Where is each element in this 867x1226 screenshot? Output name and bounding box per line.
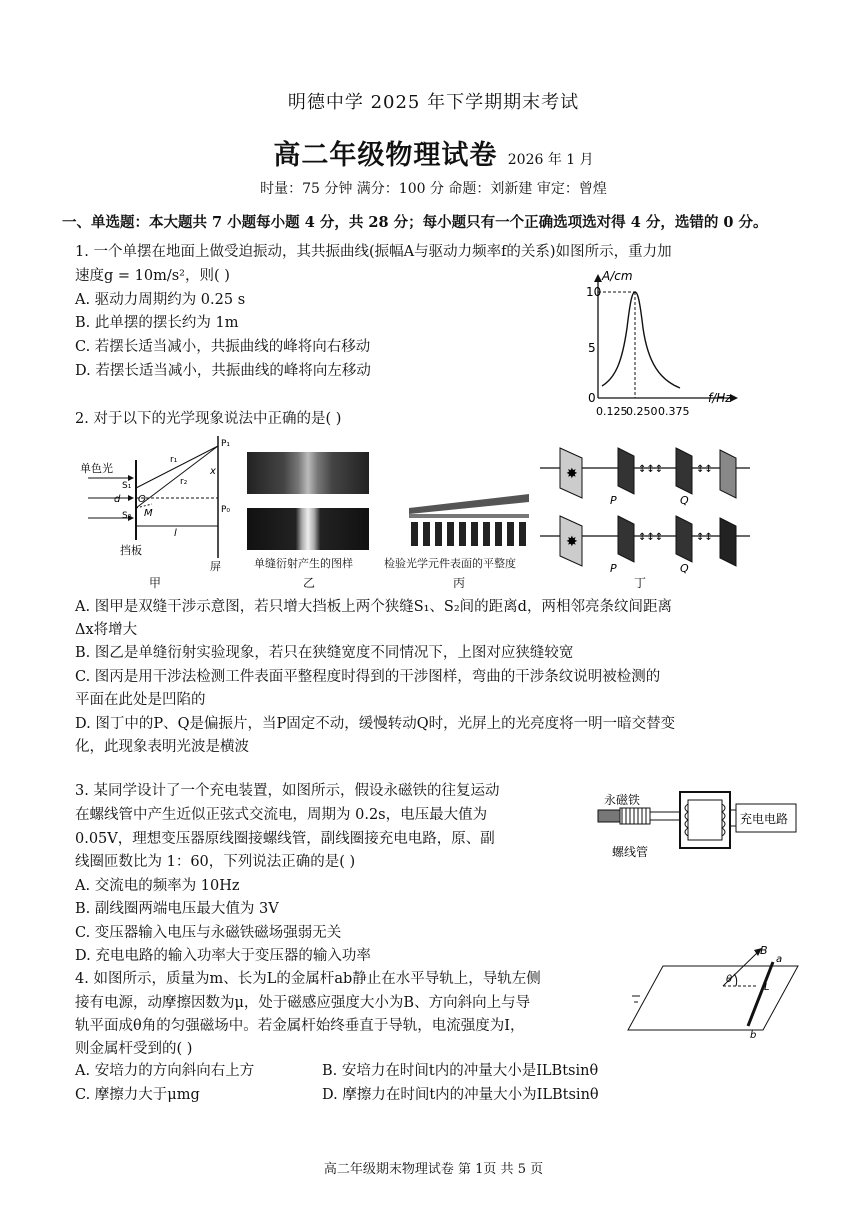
q4-option-a: A. 安培力的方向斜向右上方 (75, 1063, 255, 1079)
label-s2: S₂ (122, 511, 132, 521)
label-polarizer-p-2: P (610, 562, 617, 575)
label-s1: S₁ (122, 481, 132, 491)
polarization-arrows-4: ↕↕ (696, 532, 713, 543)
q1-stem-line1: 1. 一个单摆在地面上做受迫振动，其共振曲线(振幅A与驱动力频率f的关系)如图所示，重力加 (75, 244, 672, 260)
label-solenoid: 螺线管 (612, 845, 649, 859)
q3-option-d: D. 充电电路的输入功率大于变压器的输入功率 (75, 948, 371, 964)
polarization-arrows-2: ↕↕↕ (638, 532, 664, 543)
label-a: a (776, 954, 783, 965)
label-m: M (144, 508, 153, 519)
caption-flatness-test: 检验光学元件表面的平整度 (384, 557, 516, 570)
diffraction-pattern-top (247, 452, 369, 494)
page-footer: 高二年级期末物理试卷 第 1页 共 5 页 (323, 1162, 544, 1177)
label-p1: P₁ (221, 439, 231, 449)
metal-rod-rail-diagram (618, 940, 808, 1040)
label-r2: r₂ (180, 477, 188, 487)
label-theta: θ (726, 974, 733, 985)
figure-label-bing: 丙 (453, 576, 466, 590)
q1-stem-line2: 速度g = 10m/s²，则( ) (75, 268, 230, 284)
label-x: x (210, 466, 216, 477)
q3-stem-line1: 3. 某同学设计了一个充电装置，如图所示，假设永磁铁的往复运动 (75, 783, 500, 799)
q2-option-d-line1: D. 图丁中的P、Q是偏振片，当P固定不动，缓慢转动Q时，光屏上的光亮度将一明一暗交替变 (75, 716, 676, 732)
label-polarizer-q-2: Q (680, 562, 689, 575)
label-charging-circuit: 充电电路 (740, 812, 789, 826)
double-slit-diagram (78, 432, 238, 572)
graph-x-tick-2: 0.250 (626, 405, 658, 418)
caption-single-slit: 单缝衍射产生的图样 (254, 557, 353, 570)
figure-label-ding: 丁 (634, 576, 647, 590)
label-barrier: 挡板 (120, 544, 142, 557)
label-b-field: B (760, 944, 768, 957)
label-monochromatic-light: 单色光 (80, 462, 113, 475)
polarization-arrows-3: ↕↕ (696, 464, 713, 475)
q4-stem-line4: 则金属杆受到的( ) (75, 1041, 193, 1057)
q3-option-c: C. 变压器输入电压与永磁铁磁场强弱无关 (75, 925, 342, 941)
label-b-end: b (750, 1030, 757, 1040)
q4-stem-line1: 4. 如图所示，质量为m、长为L的金属杆ab静止在水平导轨上，导轨左侧 (75, 971, 541, 987)
interference-fringes (411, 522, 526, 546)
label-o: O (138, 494, 146, 505)
graph-x-tick-1: 0.125 (596, 405, 628, 418)
q2-option-c-line1: C. 图丙是用干涉法检测工件表面平整程度时得到的干涉图样，弯曲的干涉条纹说明被检测的 (75, 669, 661, 685)
label-d: d (114, 494, 121, 505)
school-exam-title: 明德中学 2025 年下学期期末考试 (287, 92, 580, 113)
resonance-curve-graph (560, 268, 750, 418)
section-heading: 一、单选题：本大题共 7 小题每小题 4 分，共 28 分；每小题只有一个正确选项选对得 4 分，选错的 0 分。 (62, 214, 768, 231)
q4-option-d: D. 摩擦力在时间t内的冲量大小为ILBtsinθ (322, 1087, 599, 1103)
graph-x-tick-3: 0.375 (658, 405, 690, 418)
paper-title-text: 高二年级物理试卷 (273, 140, 498, 171)
figure-label-jia: 甲 (149, 576, 162, 590)
label-r1: r₁ (170, 455, 178, 465)
flatness-test-diagram (405, 490, 535, 550)
q4-option-c: C. 摩擦力大于μmg (75, 1087, 200, 1103)
q2-option-a-line1: A. 图甲是双缝干涉示意图，若只增大挡板上两个狭缝S₁、S₂间的距离d，两相邻亮条纹间距离 (75, 599, 672, 615)
q3-stem-line4: 线圈匝数比为 1：60，下列说法正确的是( ) (75, 854, 356, 870)
figure-label-yi: 乙 (303, 576, 316, 590)
label-polarizer-p: P (610, 494, 617, 507)
q2-option-c-line2: 平面在此处是凹陷的 (75, 692, 206, 708)
q2-option-d-line2: 化，此现象表明光波是横波 (75, 739, 249, 755)
graph-y-tick-5: 5 (588, 341, 596, 355)
label-l: l (174, 528, 177, 539)
q3-stem-line3: 0.05V，理想变压器原线圈接螺线管，副线圈接充电电路，原、副 (75, 831, 495, 847)
graph-x-axis-label: f/Hz (708, 391, 732, 405)
charging-device-diagram (590, 786, 805, 866)
light-source-icon-2: ✸ (566, 534, 578, 550)
exam-info: 时量：75 分钟 满分：100 分 命题：刘新建 审定：曾煌 (260, 181, 607, 197)
label-permanent-magnet: 永磁铁 (604, 793, 641, 807)
paper-date: 2026 年 1 月 (507, 152, 594, 168)
q1-option-a: A. 驱动力周期约为 0.25 s (75, 292, 246, 308)
polarizer-diagram (540, 436, 760, 576)
q2-option-b: B. 图乙是单缝衍射实验现象，若只在狭缝宽度不同情况下，上图对应狭缝较宽 (75, 645, 574, 661)
q1-option-c: C. 若摆长适当减小，共振曲线的峰将向右移动 (75, 339, 371, 355)
q3-option-b: B. 副线圈两端电压最大值为 3V (75, 901, 279, 917)
diffraction-pattern-bottom (247, 508, 369, 550)
q2-option-a-line2: Δx将增大 (75, 622, 138, 638)
q4-option-b: B. 安培力在时间t内的冲量大小是ILBtsinθ (322, 1063, 599, 1079)
q4-stem-line3: 轨平面成θ角的匀强磁场中。若金属杆始终垂直于导轨，电流强度为I， (75, 1018, 525, 1034)
label-length: L (764, 982, 770, 993)
graph-y-tick-10: 10 (586, 285, 602, 299)
q1-option-d: D. 若摆长适当减小，共振曲线的峰将向左移动 (75, 363, 371, 379)
label-screen: 屏 (210, 560, 221, 572)
paper-title (0, 133, 867, 172)
q4-stem-line2: 接有电源，动摩擦因数为μ，处于磁感应强度大小为B、方向斜向上与导 (75, 995, 531, 1011)
graph-y-axis-label: A/cm (602, 269, 633, 283)
light-source-icon: ✸ (566, 466, 578, 482)
q1-option-b: B. 此单摆的摆长约为 1m (75, 315, 239, 331)
label-p0: P₀ (221, 505, 231, 515)
graph-y-tick-0: 0 (588, 391, 596, 405)
label-polarizer-q: Q (680, 494, 689, 507)
q3-option-a: A. 交流电的频率为 10Hz (75, 878, 240, 894)
q2-stem: 2. 对于以下的光学现象说法中正确的是( ) (75, 411, 342, 427)
polarization-arrows-1: ↕↕↕ (638, 464, 664, 475)
q3-stem-line2: 在螺线管中产生近似正弦式交流电，周期为 0.2s，电压最大值为 (75, 807, 488, 823)
